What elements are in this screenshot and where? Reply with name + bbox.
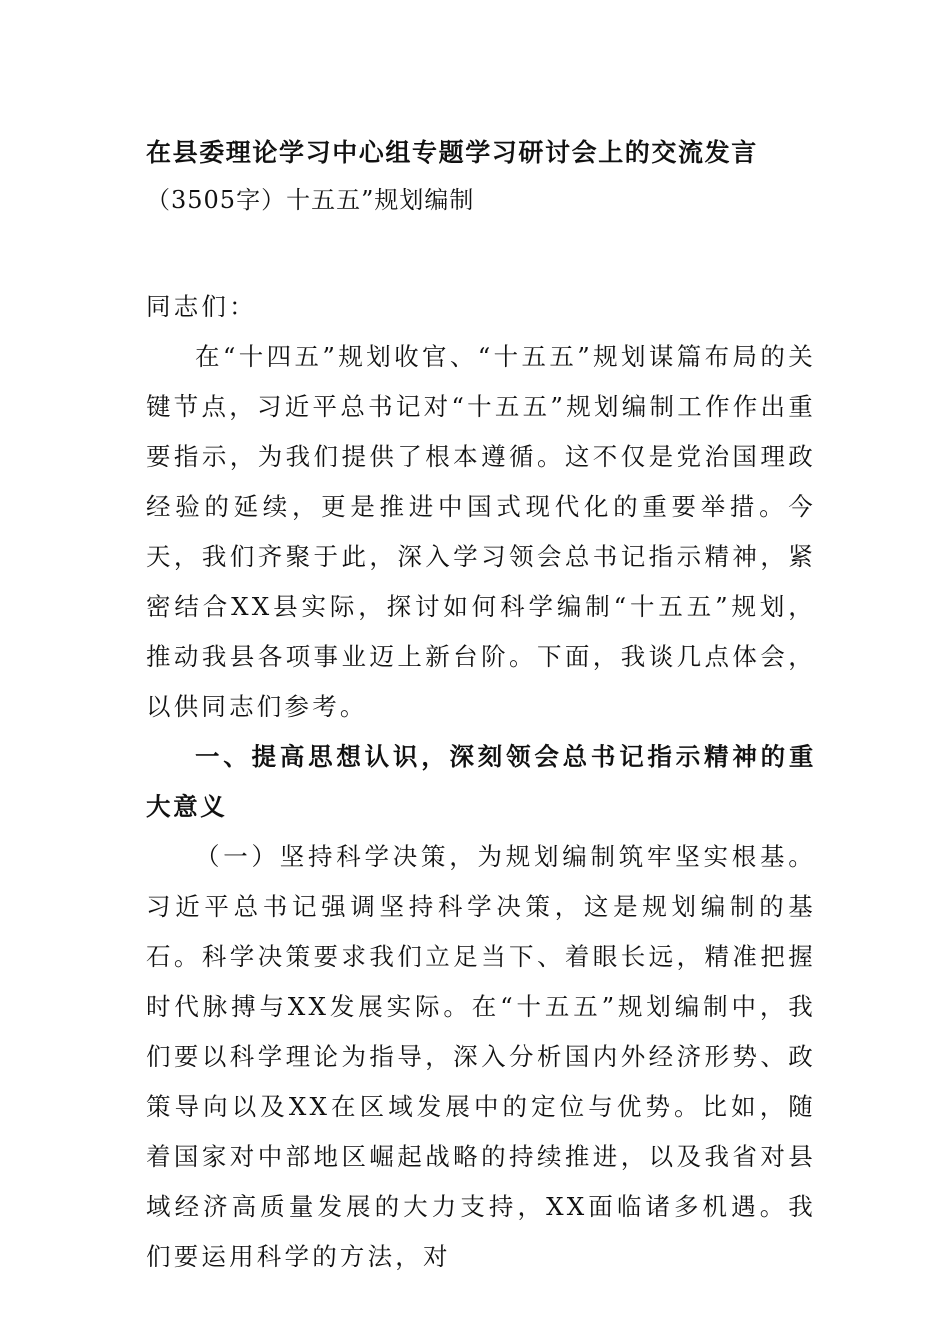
document-title: 在县委理论学习中心组专题学习研讨会上的交流发言	[146, 138, 758, 167]
salutation: 同志们：	[146, 292, 257, 321]
document-body	[146, 282, 816, 1282]
intro-paragraph: 在“十四五”规划收官、“十五五”规划谋篇布局的关键节点，习近平总书记对“十五五”规划编制工作作出重要指示，为我们提供了根本遵循。这不仅是党治国理政经验的延续，更是推进中国式现代化的重要举措。今天，我们齐聚于此，深入学习领会总书记指示精神，紧密结合XX县实际，探讨如何科学编制“十五五”规划，推动我县各项事业迈上新台阶。下面，我谈几点体会，以供同志们参考。	[146, 342, 816, 721]
section-heading: 一、提高思想认识，深刻领会总书记指示精神的重大意义	[146, 742, 816, 821]
body-paragraph: （一）坚持科学决策，为规划编制筑牢坚实根基。习近平总书记强调坚持科学决策，这是规划编制的基石。科学决策要求我们立足当下、着眼长远，精准把握时代脉搏与XX发展实际。在“十五五”规划编制中，我们要以科学理论为指导，深入分析国内外经济形势、政策导向以及XX在区域发展中的定位与优势。比如，随着国家对中部地区崛起战略的持续推进，以及我省对县域经济高质量发展的大力支持，XX面临诸多机遇。我们要运用科学的方法，对	[146, 842, 816, 1271]
document-subtitle: （3505字）十五五”规划编制	[146, 186, 475, 214]
